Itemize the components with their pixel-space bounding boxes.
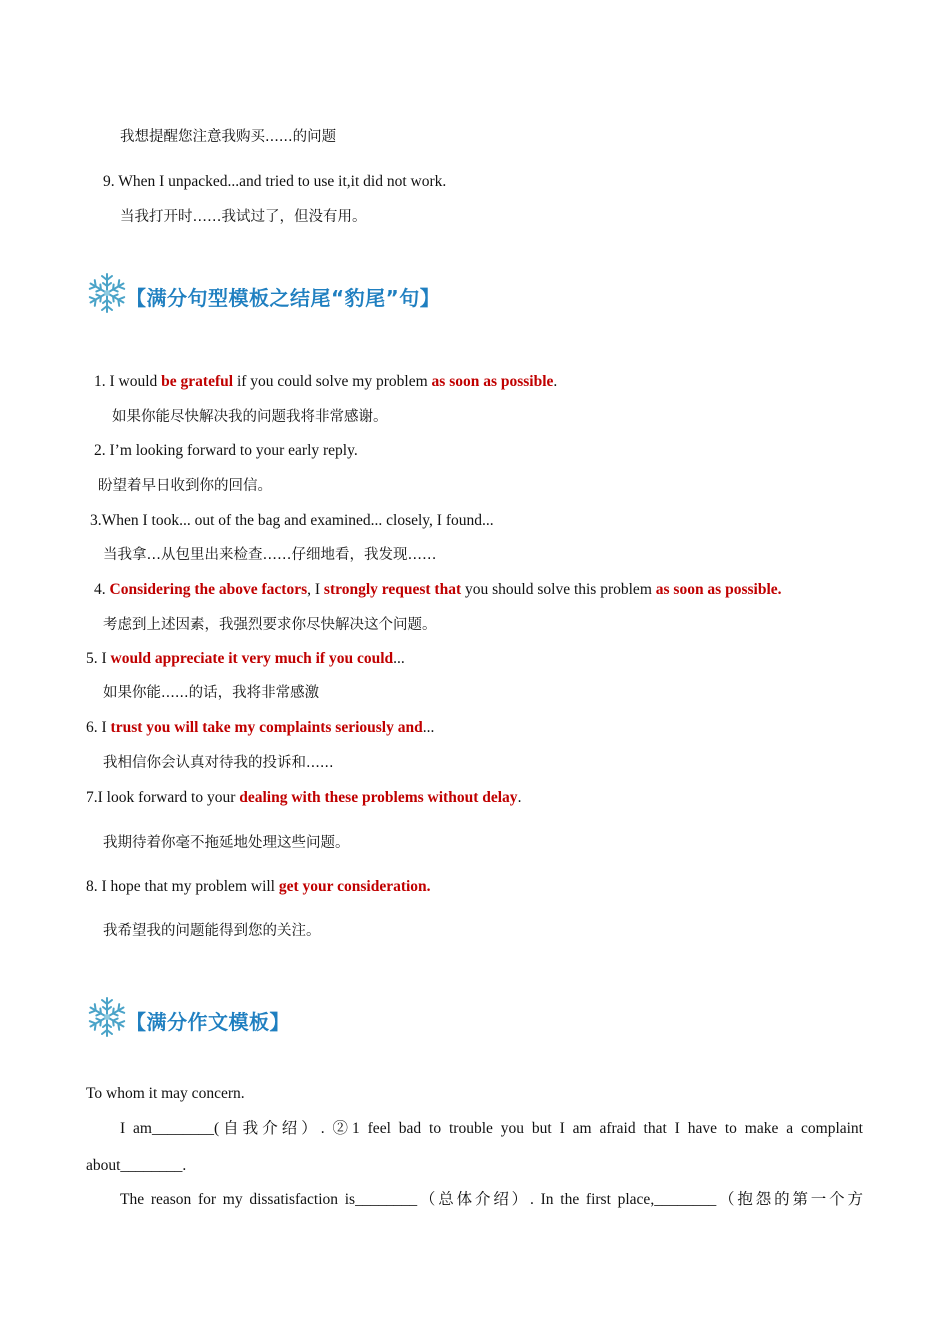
letter-para2-line1: The reason for my dissatisfaction is________（总体介绍）. In the first place,________（抱怨的第一个方 [120, 1191, 863, 1208]
ending-item-8-zh: 我希望我的问题能得到您的关注。 [103, 923, 321, 939]
letter-para1-line1: I am________(自我介绍）. ②1 feel bad to trouble you but I am afraid that I have to make a complaint [120, 1120, 863, 1137]
ending-item-5-zh: 如果你能......的话，我将非常感激 [103, 685, 320, 701]
ending-item-1-en: 1. I would be grateful if you could solve my problem as soon as possible. [94, 373, 558, 390]
section-title: 【满分句型模板之结尾“豹尾”句】 [126, 286, 441, 310]
ending-item-1-zh: 如果你能尽快解决我的问题我将非常感谢。 [112, 409, 388, 425]
snowflake-icon [86, 272, 128, 314]
ending-item-7-zh: 我期待着你毫不拖延地处理这些问题。 [103, 835, 350, 851]
ending-item-2-en: 2. I’m looking forward to your early reply. [94, 442, 358, 459]
letter-salutation: To whom it may concern. [86, 1085, 245, 1102]
snowflake-icon [86, 996, 128, 1038]
letter-para1-line2: about________. [86, 1157, 187, 1174]
ending-item-8-en: 8. I hope that my problem will get your consideration. [86, 878, 431, 895]
ending-item-4-zh: 考虑到上述因素，我强烈要求你尽快解决这个问题。 [103, 617, 437, 633]
ending-item-6-en: 6. I trust you will take my complaints seriously and... [86, 719, 435, 736]
ending-item-2-zh: 盼望着早日收到你的回信。 [98, 478, 272, 494]
ending-item-3-zh: 当我拿…从包里出来检查……仔细地看，我发现…… [103, 547, 437, 563]
ending-item-6-zh: 我相信你会认真对待我的投诉和...... [103, 755, 334, 771]
ending-item-3-en: 3.When I took... out of the bag and examined... closely, I found... [90, 512, 494, 529]
ending-item-4-en: 4. Considering the above factors, I strongly request that you should solve this problem as soon as possible. [94, 581, 782, 598]
text-reminder-zh: 我想提醒您注意我购买......的问题 [120, 129, 337, 145]
section-title: 【满分作文模板】 [126, 1010, 290, 1034]
item-9-en: 9. When I unpacked...and tried to use it,it did not work. [103, 173, 447, 190]
ending-item-7-en: 7.I look forward to your dealing with these problems without delay. [86, 789, 522, 806]
ending-item-5-en: 5. I would appreciate it very much if you could... [86, 650, 405, 667]
item-9-zh: 当我打开时……我试过了，但没有用。 [120, 209, 367, 225]
